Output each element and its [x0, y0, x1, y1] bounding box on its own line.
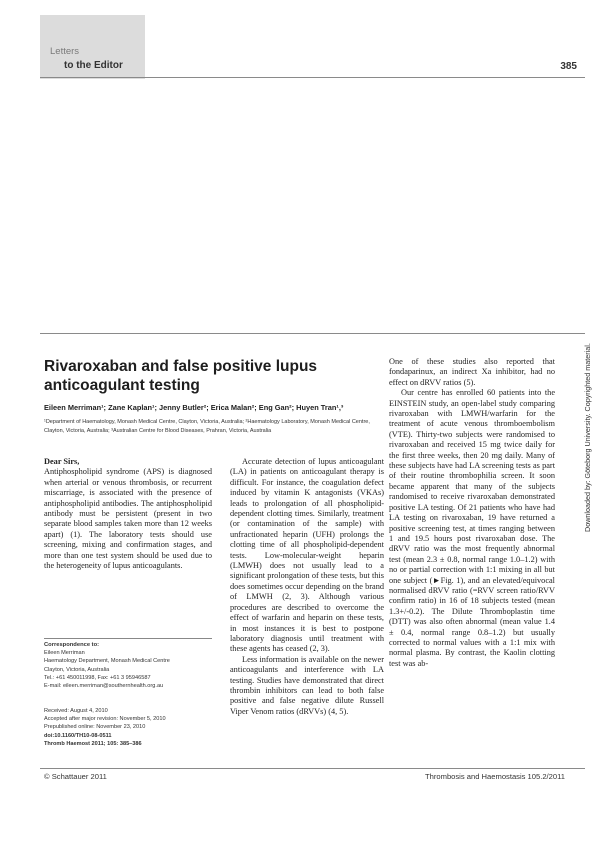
paragraph: Less information is available on the newer anticoagulants and interference with LA testing. Studies have demonstrated that direct thrombin inhibitors can lead to both false positive and false negative dilute Russell Viper Venom ratios (dRVVs) (4, 5). — [230, 654, 384, 716]
paragraph: Antiphospholipid syndrome (APS) is diagnosed when arterial or venous thrombosis, or recurrent miscarriage, is associated with the presence of antiphospholipid antibodies. The antiphospholipid antibody must be persistent (present in two separate blood samples taken more than 12 weeks apart) (1). The laboratory tests should use screening, mixing and confirmation stages, and more than one test system should be used due to the heterogeneity of lupus anticoagulants. — [44, 467, 212, 571]
paragraph: Our centre has enrolled 60 patients into the EINSTEIN study, an open-label study comparing rivaroxaban with LMWH/warfarin for the treatment of acute venous thromboembolism (VTE). Thirty-two subjects were randomised to rivaroxaban and received 15 mg twice daily for the first three weeks, then 20 mg daily. Many of these subjects have had LA screening tests as part of their routine thrombophilia screen. It soon became apparent that many of the subjects randomised to receive rivaroxaban demonstrated positive LA testing. Of 21 patients who have had LA testing on rivaroxaban, 19 have returned a positive screening test, at times ranging between 1 and 19.5 hours post rivaroxaban dose. The dRVV ratio was the most frequently abnormal test (mean 2.3 ± 0.8, normal range 1.0–1.2) with no or partial correction with 1:1 mixing in all but one subject (►Fig. 1), and an elevated/equivocal normalised dRVV ratio (=RVV screen ratio/RVV confirm ratio) in 16 of 18 subjects tested (mean 1.3+/-0.2). The Dilute Thromboplastin time (DTT) was also often abnormal (mean value 1.4 ± 0.4, normal range 0.8–1.2) but usually corrected to normal values with a 1:1 mix with normal plasma. By contrast, the Kaolin clotting test was ab- — [389, 388, 555, 668]
correspondence-location: Clayton, Victoria, Australia — [44, 666, 110, 673]
copyright: © Schattauer 2011 — [44, 772, 107, 781]
received-date: Received: August 4, 2010 — [44, 708, 108, 714]
section-sublabel: to the Editor — [64, 60, 123, 71]
correspondence-phone: Tel.: +61 450011998, Fax: +61 3 95946587 — [44, 674, 151, 681]
publication-dates — [44, 707, 212, 748]
correspondence-name: Eileen Merriman — [44, 650, 85, 657]
citation: Thromb Haemost 2011; 105: 385–386 — [44, 740, 142, 747]
journal-issue: Thrombosis and Haemostasis 105.2/2011 — [425, 772, 565, 781]
author-list: Eileen Merriman¹; Zane Kaplan¹; Jenny Butler²; Erica Malan²; Eng Gan²; Huyen Tran¹,³ — [44, 403, 344, 412]
title-line-1: Rivaroxaban and false positive lupus — [44, 358, 318, 375]
body-column-1 — [44, 457, 212, 571]
header-divider — [40, 77, 585, 78]
correspondence-dept: Haematology Department, Monash Medical Centre — [44, 658, 170, 665]
correspondence-block — [44, 641, 212, 690]
correspondence-heading: Correspondence to: — [44, 642, 100, 648]
salutation: Dear Sirs, — [44, 457, 80, 466]
body-column-2 — [230, 457, 384, 717]
accepted-date: Accepted after major revision: November 5, 2010 — [44, 716, 166, 723]
affiliations: ¹Department of Haematology, Monash Medical Centre, Clayton, Victoria, Australia; ²Haematology Laboratory, Monash Medical Centre, Clayton, Victoria, Australia; ³Australian Centre for Blood Diseases, Prahran, Victoria, Australia — [44, 419, 370, 434]
download-note: Downloaded by: Göteborg University. Copyrighted material. — [583, 343, 592, 532]
page-number: 385 — [560, 61, 577, 72]
correspondence-divider — [44, 638, 212, 639]
title-line-2: anticoagulant testing — [44, 377, 200, 394]
article-title — [44, 357, 384, 395]
article-divider — [40, 333, 585, 334]
footer-divider — [40, 768, 585, 769]
section-label: Letters — [50, 46, 80, 57]
body-column-3 — [389, 357, 555, 669]
doi: doi:10.1160/TH10-08-0511 — [44, 732, 112, 739]
paragraph: Accurate detection of lupus anticoagulant (LA) in patients on anticoagulant therapy is difficult. For instance, the coagulation defect induced by vitamin K antagonists (VKAs) leads to prolongation of all phospholipid-dependent clotting times. Similarly, treatment (or contamination of the sample) with unfractionated heparin (UFH) prolongs the clotting time of all phospholipid-dependent tests. Low-molecular-weight heparin (LMWH) does not usually lead to a significant prolongation of these tests, but this does sometimes occur depending on the brand of LMWH (2, 3). Although various procedures are described to overcome the effect of warfarin and heparin on these tests, in most instances it is best to postpone laboratory diagnosis until treatment with these agents has ceased (2, 3). — [230, 457, 384, 654]
paragraph: One of these studies also reported that fondaparinux, an indirect Xa inhibitor, had no effect on dRVV ratios (5). — [389, 357, 555, 387]
correspondence-email: E-mail: eileen.merriman@southernhealth.org.au — [44, 683, 164, 690]
prepublished-date: Prepublished online: November 23, 2010 — [44, 724, 146, 731]
